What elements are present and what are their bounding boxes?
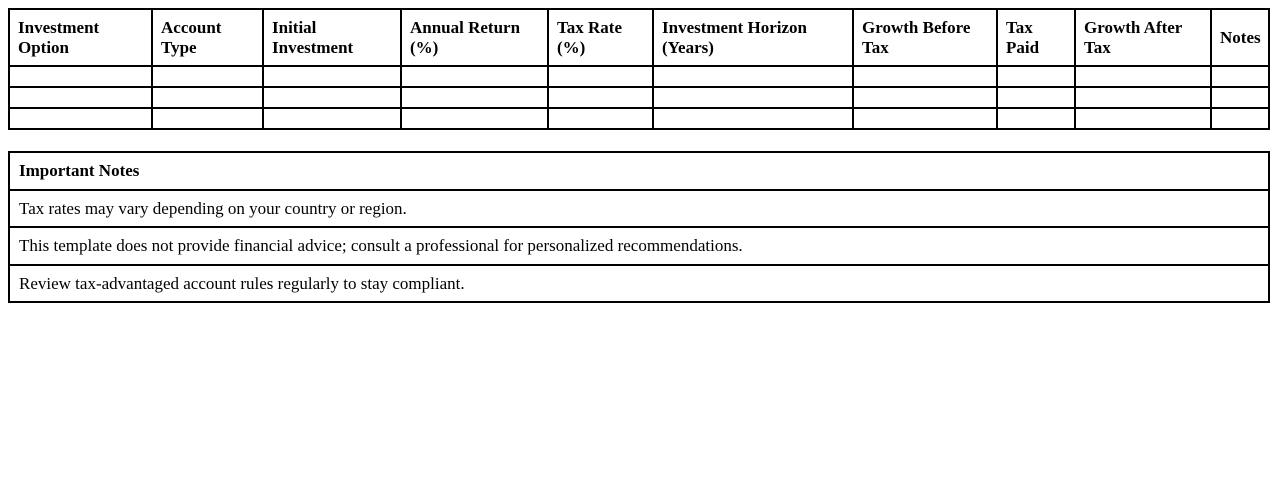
empty-cell bbox=[401, 108, 548, 129]
note-row bbox=[9, 190, 1269, 228]
note-text: This template does not provide financial advice; consult a professional for personalized recommendations. bbox=[9, 227, 1269, 265]
table-row bbox=[9, 66, 1269, 87]
note-row bbox=[9, 227, 1269, 265]
empty-cell bbox=[1075, 87, 1211, 108]
empty-cell bbox=[653, 108, 853, 129]
column-header-investment-option: Investment Option bbox=[9, 9, 152, 66]
investment-table bbox=[8, 8, 1270, 130]
empty-cell bbox=[653, 87, 853, 108]
column-header-annual-return: Annual Return (%) bbox=[401, 9, 548, 66]
empty-cell bbox=[1211, 66, 1269, 87]
empty-cell bbox=[653, 66, 853, 87]
empty-cell bbox=[152, 87, 263, 108]
empty-cell bbox=[152, 66, 263, 87]
column-header-tax-paid: Tax Paid bbox=[997, 9, 1075, 66]
empty-cell bbox=[853, 108, 997, 129]
important-notes-table bbox=[8, 151, 1270, 303]
empty-cell bbox=[1075, 66, 1211, 87]
note-text: Tax rates may vary depending on your country or region. bbox=[9, 190, 1269, 228]
important-notes-header-row bbox=[9, 152, 1269, 190]
column-header-tax-rate: Tax Rate (%) bbox=[548, 9, 653, 66]
empty-cell bbox=[548, 87, 653, 108]
empty-cell bbox=[9, 108, 152, 129]
empty-cell bbox=[853, 87, 997, 108]
empty-cell bbox=[1211, 108, 1269, 129]
empty-cell bbox=[263, 108, 401, 129]
column-header-investment-horizon: Investment Horizon (Years) bbox=[653, 9, 853, 66]
empty-cell bbox=[548, 66, 653, 87]
empty-cell bbox=[9, 87, 152, 108]
empty-cell bbox=[997, 66, 1075, 87]
important-notes-title: Important Notes bbox=[9, 152, 1269, 190]
empty-cell bbox=[853, 66, 997, 87]
empty-cell bbox=[1075, 108, 1211, 129]
column-header-growth-after-tax: Growth After Tax bbox=[1075, 9, 1211, 66]
column-header-account-type: Account Type bbox=[152, 9, 263, 66]
empty-cell bbox=[997, 108, 1075, 129]
empty-cell bbox=[152, 108, 263, 129]
table-row bbox=[9, 108, 1269, 129]
column-header-initial-investment: Initial Investment bbox=[263, 9, 401, 66]
column-header-notes: Notes bbox=[1211, 9, 1269, 66]
empty-cell bbox=[401, 66, 548, 87]
note-text: Review tax-advantaged account rules regularly to stay compliant. bbox=[9, 265, 1269, 303]
empty-cell bbox=[9, 66, 152, 87]
empty-cell bbox=[1211, 87, 1269, 108]
empty-cell bbox=[263, 66, 401, 87]
empty-cell bbox=[997, 87, 1075, 108]
table-row bbox=[9, 87, 1269, 108]
column-header-growth-before-tax: Growth Before Tax bbox=[853, 9, 997, 66]
empty-cell bbox=[263, 87, 401, 108]
investment-table-header-row bbox=[9, 9, 1269, 66]
empty-cell bbox=[548, 108, 653, 129]
note-row bbox=[9, 265, 1269, 303]
empty-cell bbox=[401, 87, 548, 108]
